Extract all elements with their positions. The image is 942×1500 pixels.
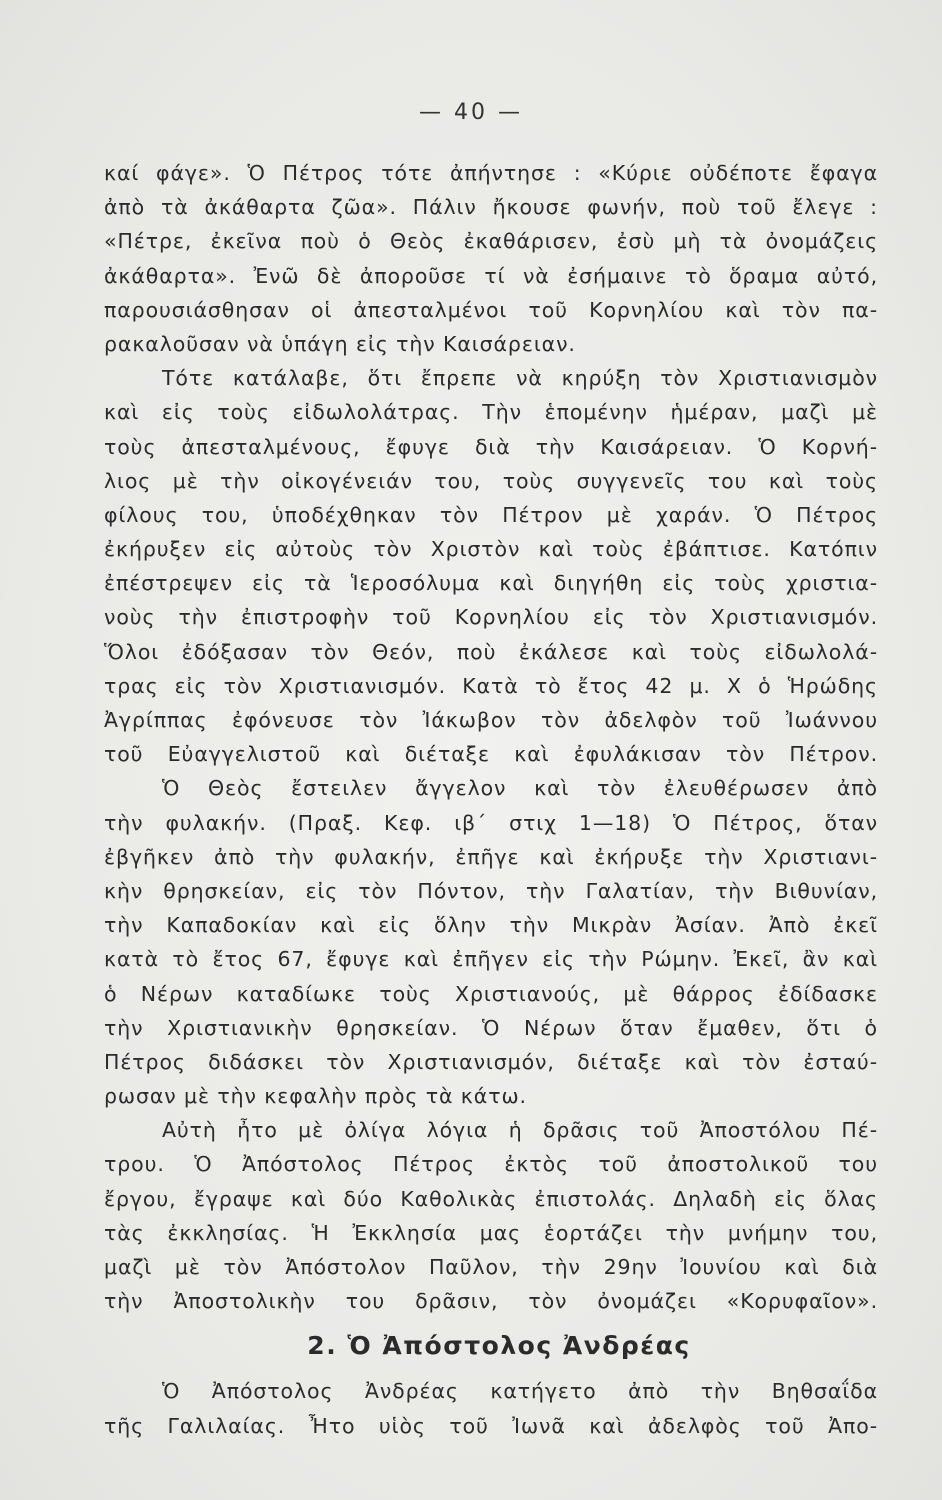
text-line: φίλους του, ὑποδέχθηκαν τὸν Πέτρον μὲ χαράν. Ὁ Πέτρος xyxy=(104,502,878,527)
text-line: κατὰ τὸ ἔτος 67, ἔφυγε καὶ ἐπῆγεν εἰς τὴν Ρώμην. Ἐκεῖ, ἂν καὶ xyxy=(104,947,878,972)
text-line: τοὺς ἀπεσταλμένους, ἔφυγε διὰ τὴν Καισάρειαν. Ὁ Κορνή- xyxy=(104,434,878,459)
text-line: μαζὶ μὲ τὸν Ἀπόστολον Παῦλον, τὴν 29ην Ἰουνίου καὶ διὰ xyxy=(104,1255,878,1279)
text-line: Τότε κατάλαβε, ὅτι ἔπρεπε νὰ κηρύξη τὸν Χριστιανισμὸν xyxy=(162,366,878,391)
text-line: ἐκήρυξεν εἰς αὐτοὺς τὸν Χριστὸν καὶ τοὺς ἐβάπτισε. Κατόπιν xyxy=(104,537,878,562)
text-line: καί φάγε». Ὁ Πέτρος τότε ἀπήντησε : «Κύριε οὐδέποτε ἔφαγα xyxy=(104,161,878,185)
text-line: τὴν φυλακήν. (Πραξ. Κεφ. ιβ΄ στιχ 1—18) Ὁ Πέτρος, ὅταν xyxy=(104,810,878,835)
section-heading: 2. Ὁ Ἀπόστολος Ἀνδρέας xyxy=(307,1331,691,1361)
text-line: Ὁ Θεὸς ἔστειλεν ἄγγελον καὶ τὸν ἐλευθέρωσεν ἀπὸ xyxy=(162,776,878,801)
text-line: Πέτρος διδάσκει τὸν Χριστιανισμόν, διέταξε καὶ τὸν ἐσταύ- xyxy=(104,1049,878,1074)
text-line: Ὅλοι ἐδόξασαν τὸν Θεόν, ποὺ ἐκάλεσε καὶ τοὺς εἰδωλολά- xyxy=(104,639,878,664)
text-line: τὴν Καπαδοκίαν καὶ εἰς ὅλην τὴν Μικρὰν Ἀσίαν. Ἀπὸ ἐκεῖ xyxy=(104,913,878,938)
text-line: ἔργου, ἔγραψε καὶ δύο Καθολικὰς ἐπιστολάς. Δηλαδὴ εἰς ὅλας xyxy=(104,1186,878,1211)
text-line: τρου. Ὁ Ἀπόστολος Πέτρος ἐκτὸς τοῦ ἀποστολικοῦ του xyxy=(104,1152,878,1177)
body-text xyxy=(104,156,878,1443)
text-line: καὶ εἰς τοὺς εἰδωλολάτρας. Τὴν ἑπομένην ἡμέραν, μαζὶ μὲ xyxy=(104,400,878,425)
text-line: τὰς ἐκκλησίας. Ἡ Ἐκκλησία μας ἑορτάζει τὴν μνήμην του, xyxy=(104,1220,878,1245)
text-line: ρακαλοῦσαν νὰ ὑπάγη εἰς τὴν Καισάρειαν. xyxy=(104,331,576,356)
text-line: Αὐτὴ ἦτο μὲ ὀλίγα λόγια ἡ δρᾶσις τοῦ Ἀποστόλου Πέ- xyxy=(162,1118,878,1143)
text-line: κὴν θρησκείαν, εἰς τὸν Πόντον, τὴν Γαλατίαν, τὴν Βιθυνίαν, xyxy=(104,878,878,903)
text-line: τὴν Χριστιανικὴν θρησκείαν. Ὁ Νέρων ὅταν ἔμαθεν, ὅτι ὁ xyxy=(104,1015,878,1040)
text-line: Ἀγρίππας ἐφόνευσε τὸν Ἰάκωβον τὸν ἀδελφὸν τοῦ Ἰωάννου xyxy=(104,708,878,732)
text-line: παρουσιάσθησαν οἱ ἀπεσταλμένοι τοῦ Κορνηλίου καὶ τὸν πα- xyxy=(104,297,878,322)
text-line: «Πέτρε, ἐκεῖνα ποὺ ὁ Θεὸς ἐκαθάρισεν, ἐσὺ μὴ τὰ ὀνομάζεις xyxy=(104,229,878,254)
text-line: Ὁ Ἀπόστολος Ἀνδρέας κατήγετο ἀπὸ τὴν Βηθσαΐδα xyxy=(162,1379,878,1404)
text-line: ἐπέστρεψεν εἰς τὰ Ἱεροσόλυμα καὶ διηγήθη εἰς τοὺς χριστια- xyxy=(104,571,878,596)
text-line: ἐβγῆκεν ἀπὸ τὴν φυλακήν, ἐπῆγε καὶ ἐκήρυξε τὴν Χριστιανι- xyxy=(104,844,878,869)
text-line: τοῦ Εὐαγγελιστοῦ καὶ διέταξε καὶ ἐφυλάκισαν τὸν Πέτρον. xyxy=(104,742,878,767)
text-line: νοὺς τὴν ἐπιστροφὴν τοῦ Κορνηλίου εἰς τὸν Χριστιανισμόν. xyxy=(104,605,878,630)
text-line: λιος μὲ τὴν οἰκογένειάν του, τοὺς συγγενεῖς του καὶ τοὺς xyxy=(104,468,878,493)
text-line: τὴν Ἀποστολικὴν του δρᾶσιν, τὸν ὀνομάζει «Κορυφαῖον». xyxy=(104,1289,878,1314)
text-line: ὁ Νέρων καταδίωκε τοὺς Χριστιανούς, μὲ θάρρος ἐδίδασκε xyxy=(104,981,878,1006)
text-line: ἀκάθαρτα». Ἐνῶ δὲ ἀποροῦσε τί νὰ ἐσήμαινε τὸ ὅραμα αὐτό, xyxy=(104,263,878,288)
text-line: τρας εἰς τὸν Χριστιανισμόν. Κατὰ τὸ ἔτος 42 μ. Χ ὁ Ἡρώδης xyxy=(104,673,878,698)
text-line: ἀπὸ τὰ ἀκάθαρτα ζῶα». Πάλιν ἤκουσε φωνήν, ποὺ τοῦ ἔλεγε : xyxy=(104,195,878,220)
text-line: τῆς Γαλιλαίας. Ἦτο υἱὸς τοῦ Ἰωνᾶ καὶ ἀδελφὸς τοῦ Ἀπο- xyxy=(104,1413,878,1438)
text-line: ρωσαν μὲ τὴν κεφαλὴν πρὸς τὰ κάτω. xyxy=(104,1084,527,1109)
page-number: — 40 — xyxy=(419,100,523,125)
